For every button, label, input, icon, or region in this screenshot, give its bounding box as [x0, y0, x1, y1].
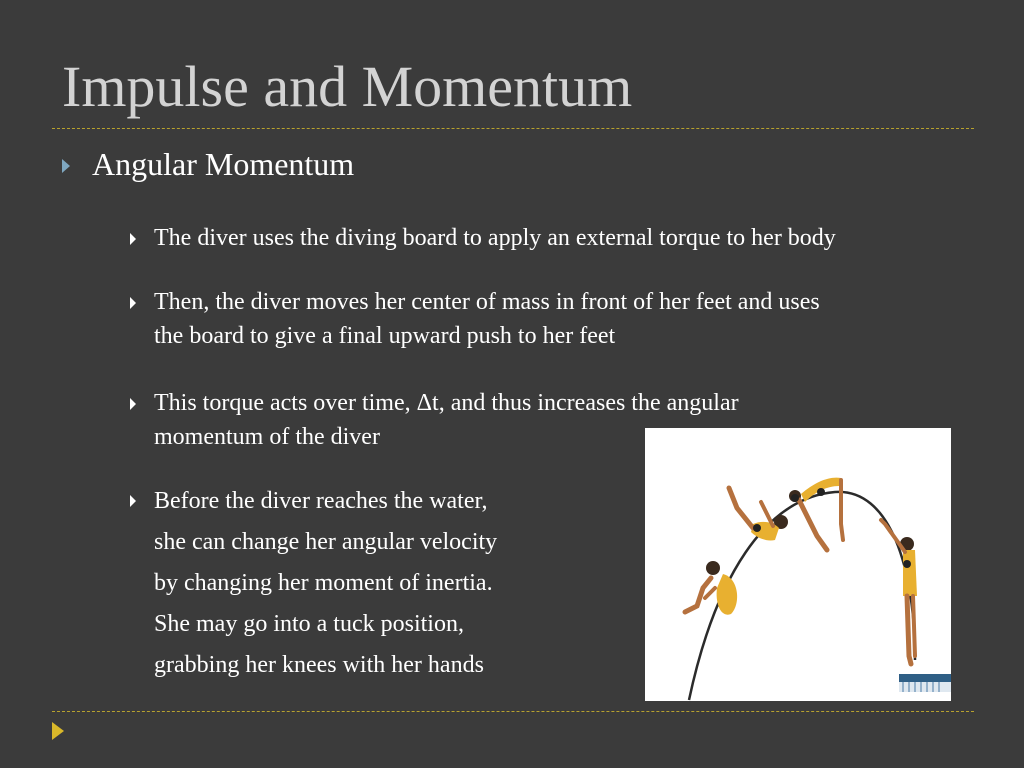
- subbullet-line: Before the diver reaches the water,: [154, 488, 488, 514]
- diver-takeoff: [881, 520, 917, 664]
- subbullet-line: Then, the diver moves her center of mass in front of her feet and uses: [154, 289, 820, 315]
- footer-divider: [52, 711, 974, 712]
- subbullet-line: by changing her moment of inertia.: [154, 570, 493, 596]
- triangle-right-icon: [52, 722, 64, 740]
- subbullet-line: This torque acts over time, Δt, and thus increases the angular: [154, 390, 739, 416]
- triangle-right-icon: [130, 297, 136, 309]
- subbullet-line: The diver uses the diving board to apply an external torque to her body: [154, 225, 836, 251]
- bullet-label: Angular Momentum: [92, 146, 355, 182]
- triangle-right-icon: [130, 398, 136, 410]
- diver-illustration: [645, 428, 951, 701]
- subbullet-line: she can change her angular velocity: [154, 529, 498, 555]
- diver-tuck: [685, 561, 737, 615]
- triangle-right-icon: [62, 159, 70, 173]
- triangle-right-icon: [130, 495, 136, 507]
- diver-pike: [789, 478, 843, 550]
- diving-board: [899, 674, 951, 692]
- subbullet-line: the board to give a final upward push to her feet: [154, 323, 616, 349]
- triangle-right-icon: [130, 233, 136, 245]
- slide-title: Impulse and Momentum: [62, 54, 633, 119]
- title-divider: [52, 128, 974, 129]
- subbullet-line: momentum of the diver: [154, 424, 380, 450]
- subbullet-line: grabbing her knees with her hands: [154, 652, 484, 678]
- subbullet-line: She may go into a tuck position,: [154, 611, 464, 637]
